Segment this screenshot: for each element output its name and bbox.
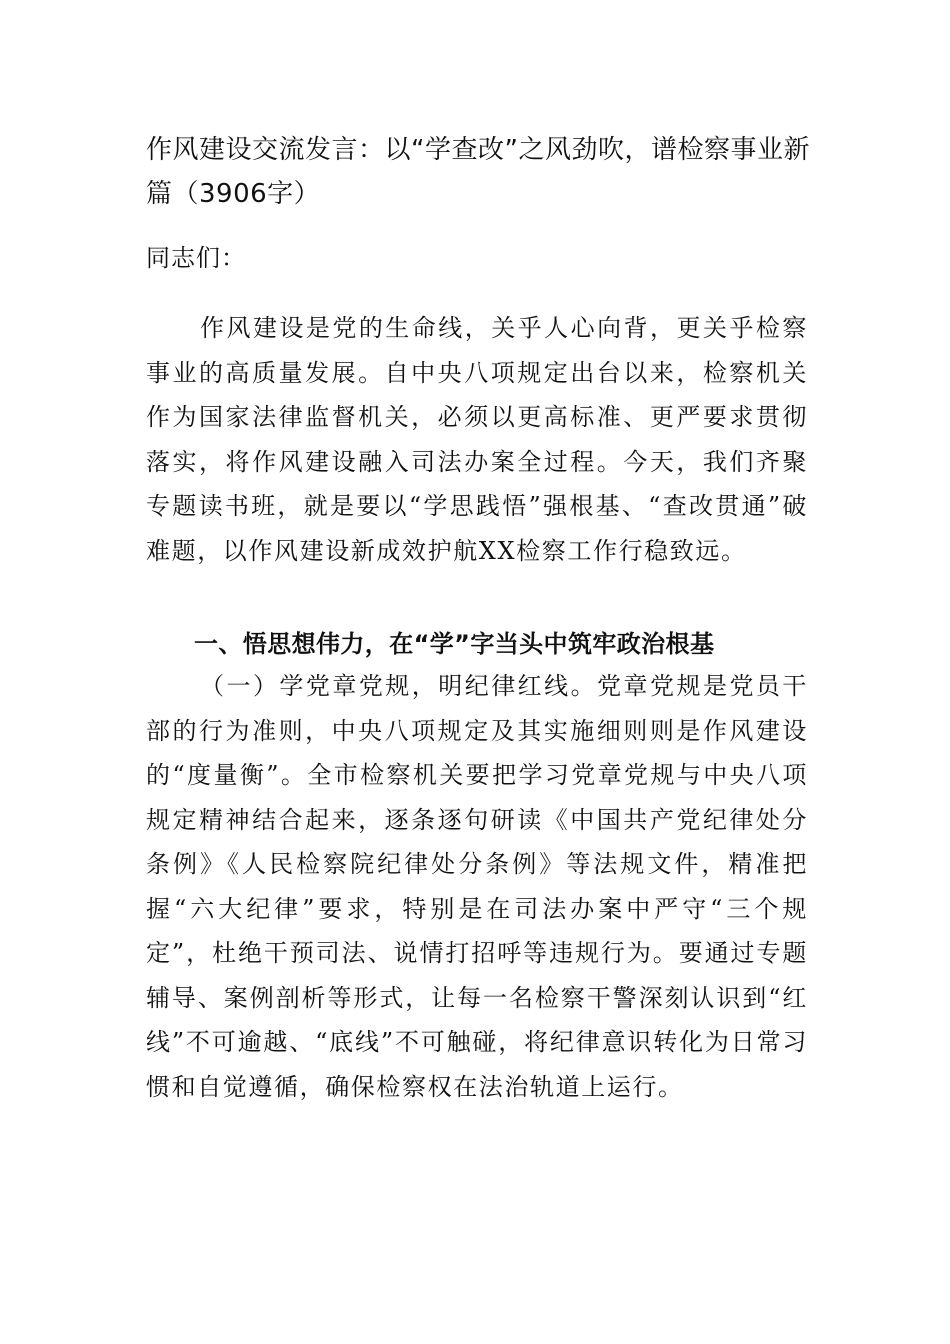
salutation: 同志们：	[146, 244, 246, 272]
section-1-paragraph-1: （一）学党章党规，明纪律红线。党章党规是党员干部的行为准则，中央八项规定及其实施细则则是作风建设的“度量衡”。全市检察机关要把学习党章党规与中央八项规定精神结合起来，逐条逐句研读《中国共产党纪律处分条例》《人民检察院纪律处分条例》等法规文件，精准把握“六大纪律”要求，特别是在司法办案中严守“三个规定”，杜绝干预司法、说情打招呼等违规行为。要通过专题辅导、案例剖析等形式，让每一名检察干警深刻认识到“红线”不可逾越、“底线”不可触碰，将纪律意识转化为日常习惯和自觉遵循，确保检察权在法治轨道上运行。	[146, 672, 808, 1101]
document-title: 作风建设交流发言：以“学查改”之风劲吹，谱检察事业新篇（3906字）	[146, 135, 810, 209]
intro-paragraph: 作风建设是党的生命线，关乎人心向背，更关乎检察事业的高质量发展。自中央八项规定出台以来，检察机关作为国家法律监督机关，必须以更高标准、更严要求贯彻落实，将作风建设融入司法办案全过程。今天，我们齐聚专题读书班，就是要以“学思践悟”强根基、“查改贯通”破难题，以作风建设新成效护航XX检察工作行稳致远。	[146, 314, 808, 565]
section-heading-1: 一、悟思想伟力，在“学”字当头中筑牢政治根基	[194, 630, 715, 658]
